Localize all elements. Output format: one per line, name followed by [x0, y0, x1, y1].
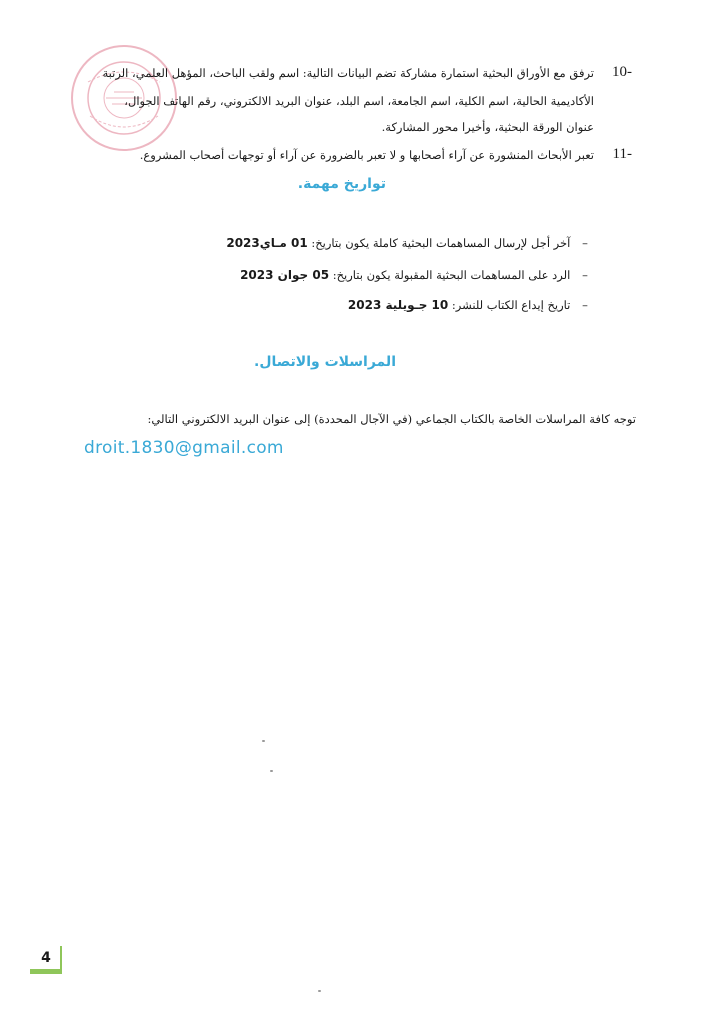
contact-email-link[interactable]: droit.1830@gmail.com	[84, 438, 284, 458]
scan-speck	[262, 740, 265, 742]
condition-line: تعبر الأبحاث المنشورة عن آراء أصحابها و لا تعبر بالضرورة عن آراء أو توجهات أصحاب المشروع.	[139, 148, 594, 162]
bullet-dash: –	[582, 236, 588, 250]
contact-heading: المراسلات والاتصال.	[254, 354, 396, 370]
date-value: 01 مـاي2023	[226, 236, 308, 250]
contact-intro: توجه كافة المراسلات الخاصة بالكتاب الجماعي (في الآجال المحددة) إلى عنوان البريد الالكتروني التالي:	[147, 412, 636, 426]
condition-line: ترفق مع الأوراق البحثية استمارة مشاركة تضم البيانات التالية: اسم ولقب الباحث، المؤهل العلمي، الرتبة	[102, 66, 594, 80]
condition-11	[72, 146, 632, 168]
condition-10	[72, 64, 632, 136]
page-number-box	[30, 946, 62, 974]
condition-number: 10-	[612, 64, 632, 80]
condition-number: 11-	[612, 146, 632, 162]
date-row	[240, 268, 596, 282]
important-dates-heading: تواريخ مهمة.	[297, 176, 386, 192]
bullet-dash: –	[582, 268, 588, 282]
date-label: الرد على المساهمات البحثية المقبولة يكون بتاريخ:	[332, 268, 571, 282]
bullet-dash: –	[582, 298, 588, 312]
scan-speck	[318, 990, 321, 992]
date-value: 10 جـويلية 2023	[347, 298, 449, 312]
date-row	[348, 298, 596, 312]
scan-speck	[270, 770, 273, 772]
date-label: آخر أجل لإرسال المساهمات البحثية كاملة يكون بتاريخ:	[311, 236, 571, 250]
page-number: 4	[41, 950, 51, 966]
condition-line: عنوان الورقة البحثية، وأخيرا محور المشاركة.	[381, 120, 594, 134]
date-value: 05 جوان 2023	[240, 268, 330, 282]
page-number-bar	[30, 969, 62, 974]
condition-line: الأكاديمية الحالية، اسم الكلية، اسم الجامعة، اسم البلد، عنوان البريد الالكتروني، رقم الهاتف الجوال،	[124, 94, 594, 108]
date-row	[226, 236, 596, 250]
date-label: تاريخ إيداع الكتاب للنشر:	[451, 298, 571, 312]
